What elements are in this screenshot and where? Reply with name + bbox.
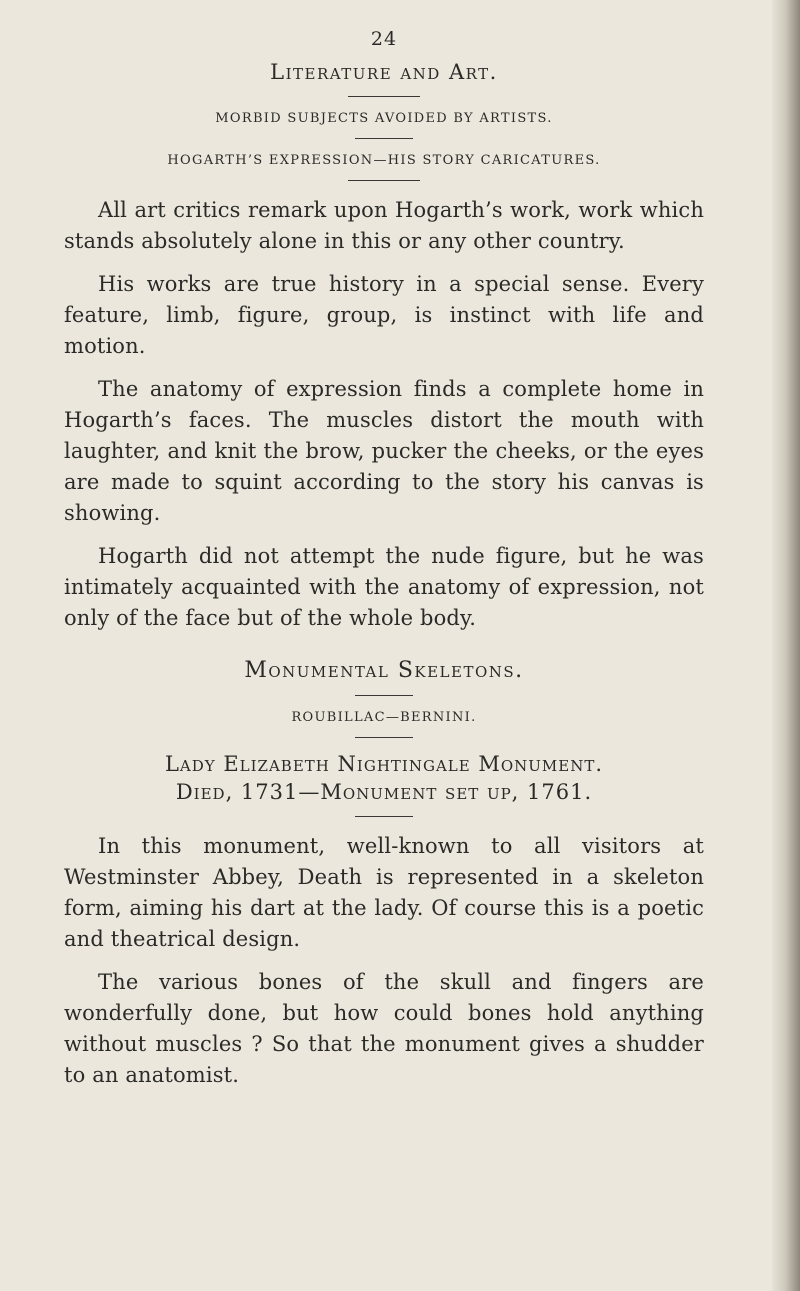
monument-dates: Died, 1731—Monument set up, 1761. <box>175 780 593 804</box>
divider-rule <box>355 695 413 696</box>
paragraph: All art critics remark upon Hogarth’s work, work which stands absolutely alone in this or any other country. <box>64 198 704 253</box>
paragraph: The anatomy of expression finds a complete home in Hogarth’s faces. The muscles distort the mouth with laughter, and knit the brow, pucker the cheeks, or the eyes are made to squint according to the story his canvas is showing. <box>64 377 704 525</box>
divider-rule <box>348 180 420 181</box>
divider-rule <box>348 96 420 97</box>
divider-rule <box>355 737 413 738</box>
paragraph: Hogarth did not attempt the nude figure, but he was intimately acquainted with the anatomy of expression, not only of the face but of the whole body. <box>64 544 704 630</box>
divider-rule <box>355 138 413 139</box>
section-title-monumental-skeletons: Monumental Skeletons. <box>244 658 524 683</box>
page-number: 24 <box>370 28 398 50</box>
section-subtitle-morbid-subjects: MORBID SUBJECTS AVOIDED BY ARTISTS. <box>215 111 553 126</box>
section-title-literature-and-art: Literature and Art. <box>270 60 498 84</box>
monument-title: Lady Elizabeth Nightingale Monument. <box>164 752 604 776</box>
divider-rule <box>355 816 413 817</box>
paragraph: His works are true history in a special sense. Every feature, limb, figure, group, is instinct with life and motion. <box>64 272 704 358</box>
paragraph: In this monument, well-known to all visitors at Westminster Abbey, Death is represented in a skeleton form, aiming his dart at the lady. Of course this is a poetic and theatrical design. <box>64 834 704 951</box>
book-page <box>64 28 704 1091</box>
section-subsubtitle-hogarth: HOGARTH’S EXPRESSION—HIS STORY CARICATURES. <box>167 153 601 168</box>
page-edge-shadow <box>772 0 800 1291</box>
paragraph: The various bones of the skull and fingers are wonderfully done, but how could bones hold anything without muscles ? So that the monument gives a shudder to an anatomist. <box>64 970 704 1087</box>
section-subtitle-roubillac-bernini: ROUBILLAC—BERNINI. <box>291 710 477 725</box>
spacer <box>64 634 704 658</box>
